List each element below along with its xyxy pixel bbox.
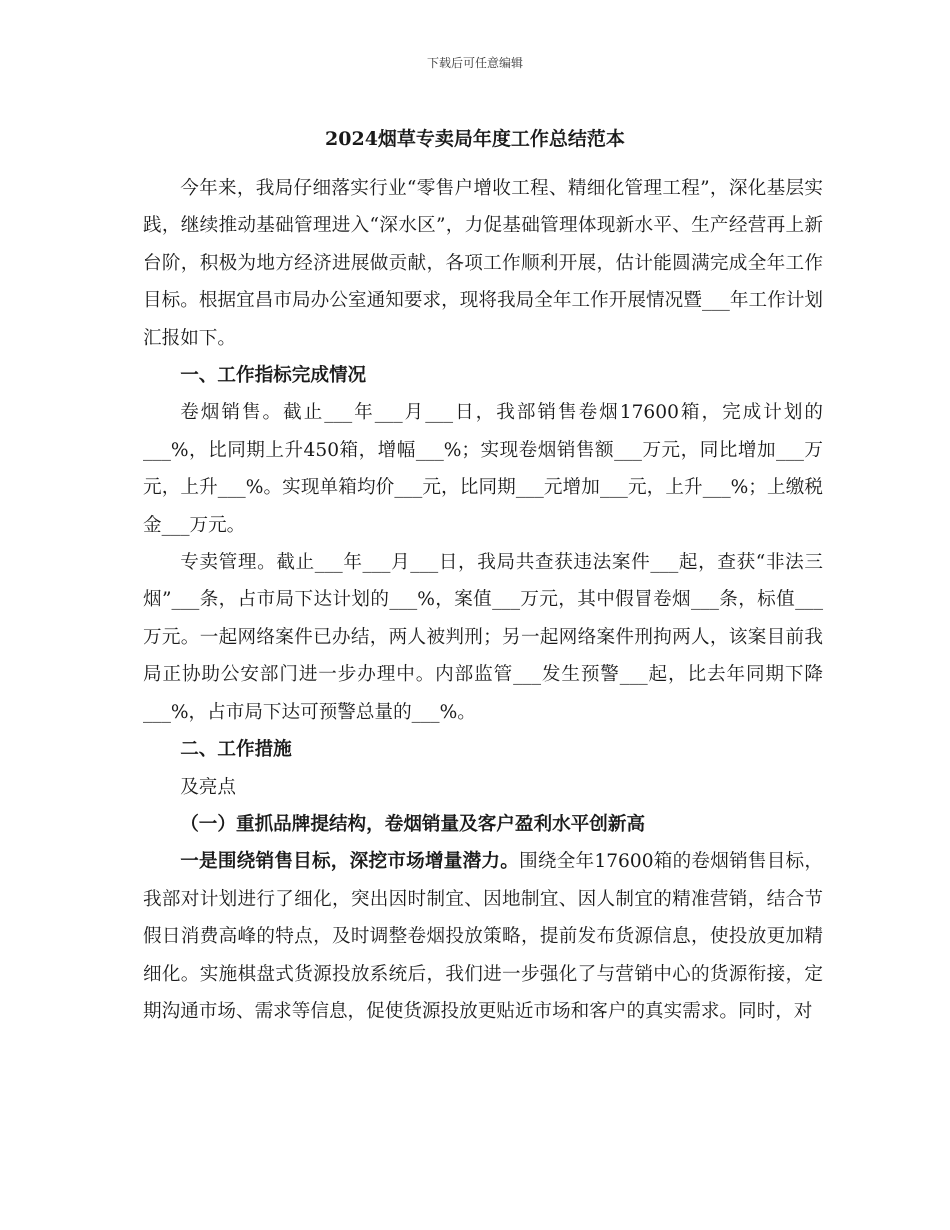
document-title: 2024烟草专卖局年度工作总结范本 <box>325 128 625 150</box>
measure-one-text: 围绕全年17600箱的卷烟销售目标，我部对计划进行了细化，突出因时制宜、因地制宜、因人制宜的精准营销，结合节假日消费高峰的特点，及时调整卷烟投放策略，提前发布货源信息，使投放更加精细化。实施棋盘式货源投放系统后，我们进一步强化了与营销中心的货源衔接，定期沟通市场、需求等信息，促使货源投放更贴近市场和客户的真实需求。同时，对 <box>143 851 823 1022</box>
measure-one-lead: 一是围绕销售目标，深挖市场增量潜力。 <box>180 851 520 873</box>
measure-one-paragraph <box>143 843 823 1030</box>
subsection-heading: （一）重抓品牌提结构，卷烟销量及客户盈利水平创新高 <box>180 813 646 835</box>
section-heading-1: 一、工作指标完成情况 <box>180 365 367 387</box>
document-body <box>143 170 823 1030</box>
monopoly-paragraph: 专卖管理。截止___年___月___日，我局共查获违法案件___起，查获“非法三烟”___条，占市局下达计划的___%，案值___万元，其中假冒卷烟___条，标值___万元。一起网络案件已办结，两人被判刑；另一起网络案件刑拘两人，该案目前我局正协助公安部门进一步办理中。内部监管___发生预警___起，比去年同期下降___%，占市局下达可预警总量的___%。 <box>143 552 823 723</box>
intro-paragraph: 今年来，我局仔细落实行业“零售户增收工程、精细化管理工程”，深化基层实践，继续推动基础管理进入“深水区”，力促基础管理体现新水平、生产经营再上新台阶，积极为地方经济进展做贡献，各项工作顺利开展，估计能圆满完成全年工作目标。根据宜昌市局办公室通知要求，现将我局全年工作开展情况暨___年工作计划汇报如下。 <box>143 178 823 349</box>
header-note: 下载后可任意编辑 <box>426 56 523 70</box>
sales-paragraph: 卷烟销售。截止___年___月___日，我部销售卷烟17600箱，完成计划的___%，比同期上升450箱，增幅___%；实现卷烟销售额___万元，同比增加___万元，上升___%。实现单箱均价___元，比同期___元增加___元，上升___%；上缴税金___万元。 <box>143 402 823 536</box>
section-heading-2-continuation: 及亮点 <box>180 776 236 798</box>
section-heading-2: 二、工作措施 <box>180 739 292 761</box>
